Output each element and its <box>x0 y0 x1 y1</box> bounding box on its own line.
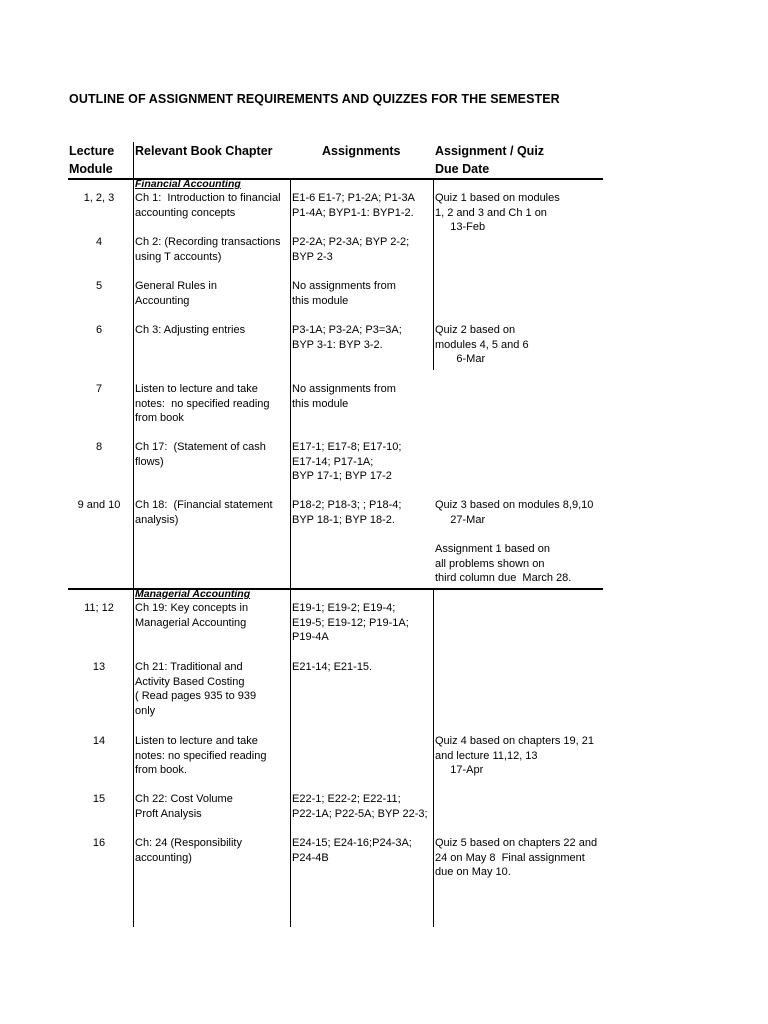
module-cell: 16 <box>92 837 106 849</box>
assignments-cell-line: BYP 18-1; BYP 18-2. <box>292 513 395 526</box>
assignments-cell <box>292 440 401 484</box>
assignments-cell-line: P24-4B <box>292 851 329 864</box>
module-cell: 1, 2, 3 <box>83 192 115 204</box>
assignments-cell-line: P18-2; P18-3; ; P18-4; <box>292 499 402 511</box>
module-cell: 7 <box>95 383 103 395</box>
due-date-cell-line: 6-Mar <box>435 353 486 366</box>
due-date-cell <box>435 498 593 527</box>
due-date-cell-line: Quiz 5 based on chapters 22 and <box>435 837 598 849</box>
assignments-cell <box>292 191 415 220</box>
assignments-cell-line: this module <box>292 397 349 410</box>
assignments-cell-line: P1-4A; BYP1-1: BYP1-2. <box>292 206 414 219</box>
module-cell: 11; 12 <box>84 602 114 614</box>
due-date-cell <box>435 542 571 586</box>
assignments-cell-line: P19-4A <box>292 631 329 644</box>
assignments-cell-line: No assignments from <box>292 280 396 292</box>
assignments-cell-line: P22-1A; P22-5A; BYP 22-3; <box>292 807 428 820</box>
assignments-cell <box>292 601 409 645</box>
assignments-cell-line: E1-6 E1-7; P1-2A; P1-3A <box>292 192 415 204</box>
chapter-cell-line: Activity Based Costing <box>135 675 245 688</box>
chapter-cell-line: notes: no specified reading <box>135 749 267 762</box>
assignments-cell-line: E24-15; E24-16;P24-3A; <box>292 837 412 849</box>
chapter-cell-line: Accounting <box>135 294 190 307</box>
chapter-cell-line: ( Read pages 935 to 939 <box>135 690 257 703</box>
chapter-cell <box>135 382 270 426</box>
chapter-cell-line: accounting) <box>135 851 192 864</box>
assignments-cell-line: P3-1A; P3-2A; P3=3A; <box>292 324 402 336</box>
chapter-cell-line: notes: no specified reading <box>135 397 270 410</box>
chapter-cell <box>135 191 281 220</box>
assignments-cell <box>292 279 396 308</box>
section-managerial-accounting: Managerial Accounting <box>135 588 251 600</box>
chapter-cell-line: Managerial Accounting <box>135 616 247 629</box>
column-divider-3-upper <box>433 180 434 370</box>
due-date-cell <box>435 836 597 880</box>
chapter-cell <box>135 734 266 778</box>
chapter-cell-line: only <box>135 704 156 717</box>
assignments-cell-line: E17-14; P17-1A; <box>292 455 374 468</box>
due-date-cell-line: Assignment 1 based on <box>435 543 550 555</box>
chapter-cell-line: Ch 21: Traditional and <box>135 661 243 673</box>
header-assignments: Assignments <box>322 144 401 158</box>
due-date-cell-line: third column due March 28. <box>435 572 572 585</box>
assignments-cell-line: E21-14; E21-15. <box>292 661 373 673</box>
assignments-cell-line: BYP 2-3 <box>292 250 333 263</box>
chapter-cell-line: Ch 17: (Statement of cash <box>135 441 266 453</box>
chapter-cell-line: Listen to lecture and take <box>135 735 258 747</box>
header-chapter: Relevant Book Chapter <box>135 144 273 158</box>
due-date-cell-line: 24 on May 8 Final assignment <box>435 851 585 864</box>
due-date-cell-line: Quiz 1 based on modules <box>435 192 560 204</box>
due-date-cell-line: Quiz 4 based on chapters 19, 21 <box>435 735 594 747</box>
assignments-cell-line: No assignments from <box>292 383 396 395</box>
assignments-cell <box>292 836 412 865</box>
due-date-cell <box>435 191 560 235</box>
assignments-cell-line: E19-5; E19-12; P19-1A; <box>292 616 409 629</box>
chapter-cell-line: from book. <box>135 764 187 777</box>
due-date-cell <box>435 734 594 778</box>
header-due-2: Due Date <box>435 162 490 176</box>
assignments-cell-line: BYP 3-1: BYP 3-2. <box>292 338 383 351</box>
chapter-cell-line: accounting concepts <box>135 206 236 219</box>
due-date-cell-line: and lecture 11,12, 13 <box>435 749 538 762</box>
header-due-date <box>435 142 544 178</box>
chapter-cell-line: Ch 19: Key concepts in <box>135 602 249 614</box>
assignments-cell <box>292 660 372 675</box>
chapter-cell-line: Proft Analysis <box>135 807 202 820</box>
module-cell: 4 <box>95 236 103 248</box>
chapter-cell <box>135 279 217 308</box>
assignments-cell-line: E22-1; E22-2; E22-11; <box>292 793 401 805</box>
chapter-cell <box>135 498 273 527</box>
column-divider-1 <box>133 142 134 927</box>
header-due-1: Assignment / Quiz <box>435 144 545 158</box>
chapter-cell-line: analysis) <box>135 513 179 526</box>
assignments-cell <box>292 498 401 527</box>
chapter-cell <box>135 792 233 821</box>
assignments-cell <box>292 382 396 411</box>
due-date-cell-line: Quiz 2 based on <box>435 324 516 336</box>
assignments-cell-line: this module <box>292 294 349 307</box>
assignments-cell-line: P2-2A; P2-3A; BYP 2-2; <box>292 236 410 248</box>
module-cell: 9 and 10 <box>77 499 121 511</box>
chapter-cell-line: Ch: 24 (Responsibility <box>135 837 242 849</box>
header-lecture: Lecture <box>69 144 115 158</box>
assignments-cell-line: E19-1; E19-2; E19-4; <box>292 602 396 614</box>
chapter-cell <box>135 440 266 469</box>
chapter-cell-line: Ch 22: Cost Volume <box>135 793 233 805</box>
chapter-cell-line: General Rules in <box>135 280 217 292</box>
chapter-cell-line: flows) <box>135 455 164 468</box>
module-cell: 13 <box>92 661 106 673</box>
due-date-cell-line: 13-Feb <box>435 221 486 234</box>
column-divider-2 <box>290 180 291 927</box>
column-divider-3-lower <box>433 590 434 927</box>
assignments-cell <box>292 792 428 821</box>
header-module: Module <box>69 162 113 176</box>
due-date-cell-line: 1, 2 and 3 and Ch 1 on <box>435 206 547 219</box>
chapter-cell-line: Ch 1: Introduction to financial <box>135 192 281 204</box>
module-cell: 5 <box>95 280 103 292</box>
chapter-cell <box>135 323 245 338</box>
chapter-cell <box>135 601 248 630</box>
chapter-cell <box>135 660 256 718</box>
chapter-cell-line: from book <box>135 412 184 425</box>
chapter-cell <box>135 836 242 865</box>
module-cell: 8 <box>95 441 103 453</box>
due-date-cell-line: modules 4, 5 and 6 <box>435 338 529 351</box>
due-date-cell <box>435 323 529 367</box>
module-cell: 6 <box>95 324 103 336</box>
due-date-cell-line: 17-Apr <box>435 764 484 777</box>
due-date-cell-line: all problems shown on <box>435 557 545 570</box>
assignments-cell <box>292 235 409 264</box>
section-financial-accounting: Financial Accounting <box>135 178 241 190</box>
chapter-cell-line: Ch 18: (Financial statement <box>135 499 273 511</box>
chapter-cell-line: Listen to lecture and take <box>135 383 258 395</box>
assignments-cell-line: BYP 17-1; BYP 17-2 <box>292 470 392 483</box>
header-lecture-module <box>69 142 114 178</box>
due-date-cell-line: 27-Mar <box>435 513 486 526</box>
page-title: OUTLINE OF ASSIGNMENT REQUIREMENTS AND QUIZZES FOR THE SEMESTER <box>69 92 560 106</box>
chapter-cell-line: using T accounts) <box>135 250 222 263</box>
module-cell: 15 <box>92 793 106 805</box>
chapter-cell <box>135 235 281 264</box>
chapter-cell-line: Ch 3: Adjusting entries <box>135 324 246 336</box>
assignments-cell <box>292 323 402 352</box>
module-cell: 14 <box>92 735 106 747</box>
due-date-cell-line: Quiz 3 based on modules 8,9,10 <box>435 499 594 511</box>
chapter-cell-line: Ch 2: (Recording transactions <box>135 236 281 248</box>
due-date-cell-line: due on May 10. <box>435 866 511 879</box>
assignments-cell-line: E17-1; E17-8; E17-10; <box>292 441 402 453</box>
